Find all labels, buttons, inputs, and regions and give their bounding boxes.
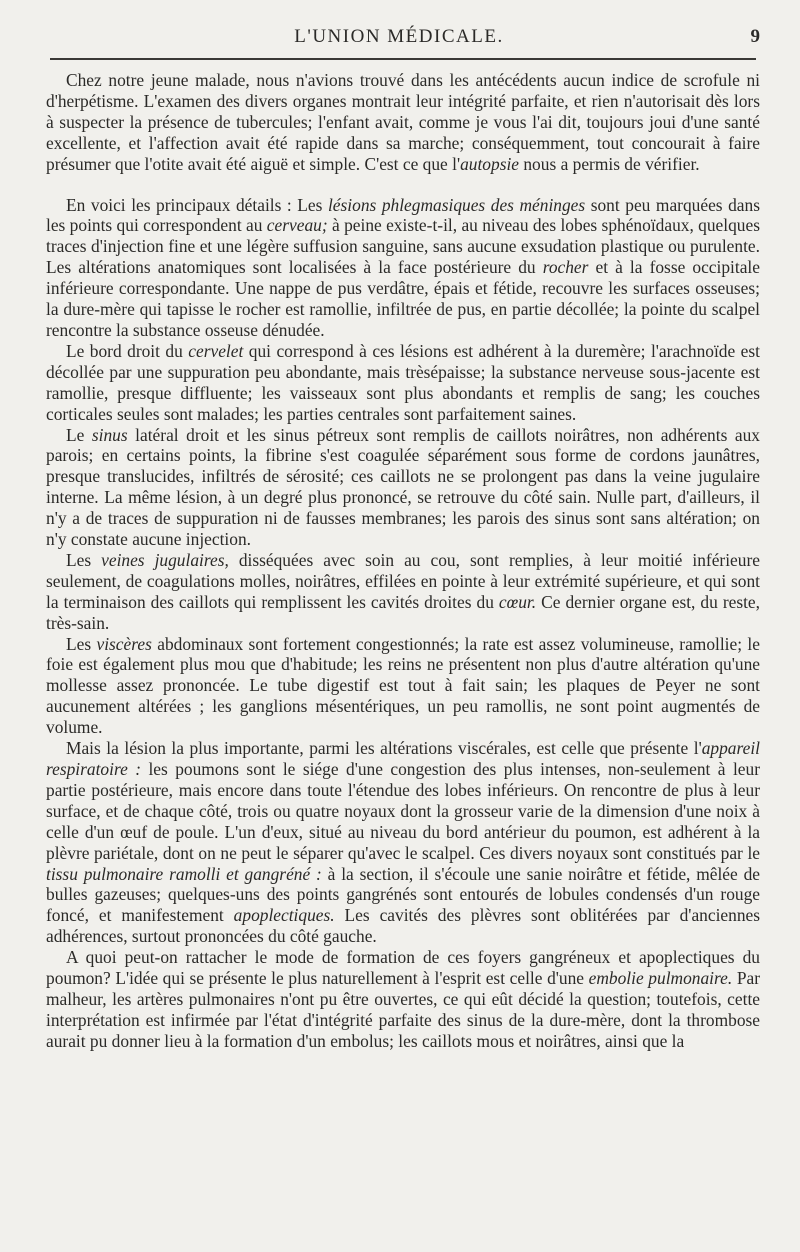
running-title: L'UNION MÉDICALE. [294, 26, 504, 47]
italic-term: rocher [542, 257, 589, 278]
text-run: et à la fosse occipitale inférieure correspondante. Une nappe de pus verdâtre, épais et fétide, recouvre les surfaces osseuses; la dure-mère qui tapisse le rocher est ramollie, infiltrée de pus, en partie décollée; la pointe du scalpel rencontre la substance osseuse dénudée. [46, 257, 760, 340]
italic-term: autopsie [460, 153, 520, 174]
text-run: disséquées avec soin au cou, sont remplies, à leur moitié inférieure seulement, de coagulations molles, noirâtres, effilées en pointe à leur extrémité supérieure, et qui sont la terminaison des caillots qui remplissent les cavités droites du [46, 549, 760, 612]
paragraph [46, 947, 760, 1052]
text-run: sont peu marquées dans les points qui correspondent au [46, 194, 760, 236]
text-run: les poumons sont le siége d'une congestion des plus intenses, non-seulement à leur partie postérieure, mais encore dans toute l'étendue des lobes inférieurs. On rencontre de plus à leur surface, et de chaque côté, trois ou quatre noyaux dont la grosseur varie de la dimension d'une noix à celle d'un œuf de poule. L'un d'eux, situé au niveau du bord antérieur du poumon, est adhérent à la plèvre pariétale, dont on ne peut le séparer qu'avec le scalpel. Ces divers noyaux sont constitués par le [46, 759, 760, 863]
text-run: qui correspond à ces lésions est adhérent à la duremère; l'arachnoïde est décollée par une suppuration peu abondante, mais trèsépaisse; la substance nerveuse sous-jacente est ramollie, presque diffluente; les vaisseaux sont plus abondants et remplis de sang; les couches corticales seules sont malades; les parties centrales sont parfaitement saines. [46, 340, 760, 424]
paragraph [46, 195, 760, 341]
italic-term: cerveau; [266, 215, 328, 236]
text-run: Mais la lésion la plus importante, parmi les altérations viscérales, est celle que présente l' [66, 738, 702, 759]
text-run: Les cavités des plèvres sont oblitérées par d'anciennes adhérences, surtout prononcées du côté gauche. [46, 905, 760, 947]
paragraph [46, 70, 760, 175]
body-text [46, 70, 760, 1052]
text-run: latéral droit et les sinus pétreux sont remplis de caillots noirâtres, non adhérents aux parois; en certains points, la fibrine s'est coagulée séparément sous forme de cordons jaunâtres, presque translucides, infiltrés de sérosité; ces caillots ne se prolongent pas dans la veine jugulaire interne. La même lésion, à un degré plus prononcé, se retrouve du côté sain. Nulle part, d'ailleurs, il n'y a de traces de suppuration ni de fausses membranes; les parois des sinus sont sans altération; on n'y constate aucune injection. [46, 424, 760, 550]
text-run: à peine existe-t-il, au niveau des lobes sphénoïdaux, quelques traces d'injection fine et une légère suffusion sanguine, sans aucune exsudation plastique ou purulente. Les altérations anatomiques sont localisées à la face postérieure du [46, 215, 760, 278]
italic-term: apoplectiques. [233, 905, 335, 926]
italic-term: lésions phlegmasiques des méninges [327, 194, 586, 215]
paragraph [46, 425, 760, 550]
text-run: Le [66, 424, 92, 445]
text-run: à la section, il s'écoule une sanie noirâtre et fétide, mêlée de bulles gazeuses; quelques-uns des points gangrénés sont entourés de lobules condensés d'un rouge foncé, et manifestement [46, 863, 760, 926]
text-run: En voici les principaux détails : Les [66, 194, 328, 215]
header-rule [50, 58, 756, 60]
paragraph [46, 738, 760, 947]
paragraph [46, 341, 760, 425]
text-run: A quoi peut-on rattacher le mode de formation de ces foyers gangréneux et apoplectiques du poumon? L'idée qui se présente le plus naturellement à l'esprit est celle d'une [46, 947, 760, 989]
text-run: Le bord droit du [66, 340, 189, 361]
text-run: Les [66, 549, 102, 570]
italic-term: veines jugulaires, [101, 549, 229, 570]
italic-term: viscères [96, 633, 152, 654]
paragraph [46, 550, 760, 634]
italic-term: cervelet [188, 340, 244, 361]
italic-term: sinus [91, 424, 128, 445]
page-number: 9 [750, 26, 760, 47]
text-run: nous a permis de vérifier. [519, 153, 700, 174]
text-run: Par malheur, les artères pulmonaires n'ont pu être ouvertes, ce qui eût décidé la question; toutefois, cette interprétation est infirmée par l'état d'intégrité parfaite des sinus de la dure-mère, dont la thrombose aurait pu donner lieu à la formation d'un embolus; les caillots mous et noirâtres, ainsi que la [46, 968, 761, 1051]
paragraph [46, 634, 760, 739]
text-run: Les [66, 633, 97, 654]
text-run: Ce dernier organe est, du reste, très-sain. [46, 591, 760, 633]
text-run: Chez notre jeune malade, nous n'avions trouvé dans les antécédents aucun indice de scrofule ni d'herpétisme. L'examen des divers organes montrait leur intégrité parfaite, et rien n'autorisait dès lors à suspecter la présence de tubercules; l'enfant avait, comme je vous l'ai dit, toujours joui d'une santé excellente, et l'affection avait été rapide dans sa marche; conséquemment, tout concourait à faire présumer que l'otite avait été aiguë et simple. C'est ce que l' [46, 70, 760, 174]
italic-term: cœur. [498, 591, 537, 612]
italic-term: tissu pulmonaire ramolli et gangréné : [46, 863, 322, 884]
italic-term: embolie pulmonaire. [588, 968, 733, 989]
text-run: abdominaux sont fortement congestionnés; la rate est assez volumineuse, ramollie; le foie est également plus mou que d'habitude; les reins ne présentent non plus d'autre altération qu'une mollesse assez prononcée. Le tube digestif est tout à fait sain; les plaques de Peyer ne sont aucunement altérées ; les ganglions mésentériques, un peu ramollis, ne sont point augmentés de volume. [46, 633, 760, 738]
page-header [38, 22, 760, 52]
italic-term: appareil respiratoire : [46, 738, 760, 779]
